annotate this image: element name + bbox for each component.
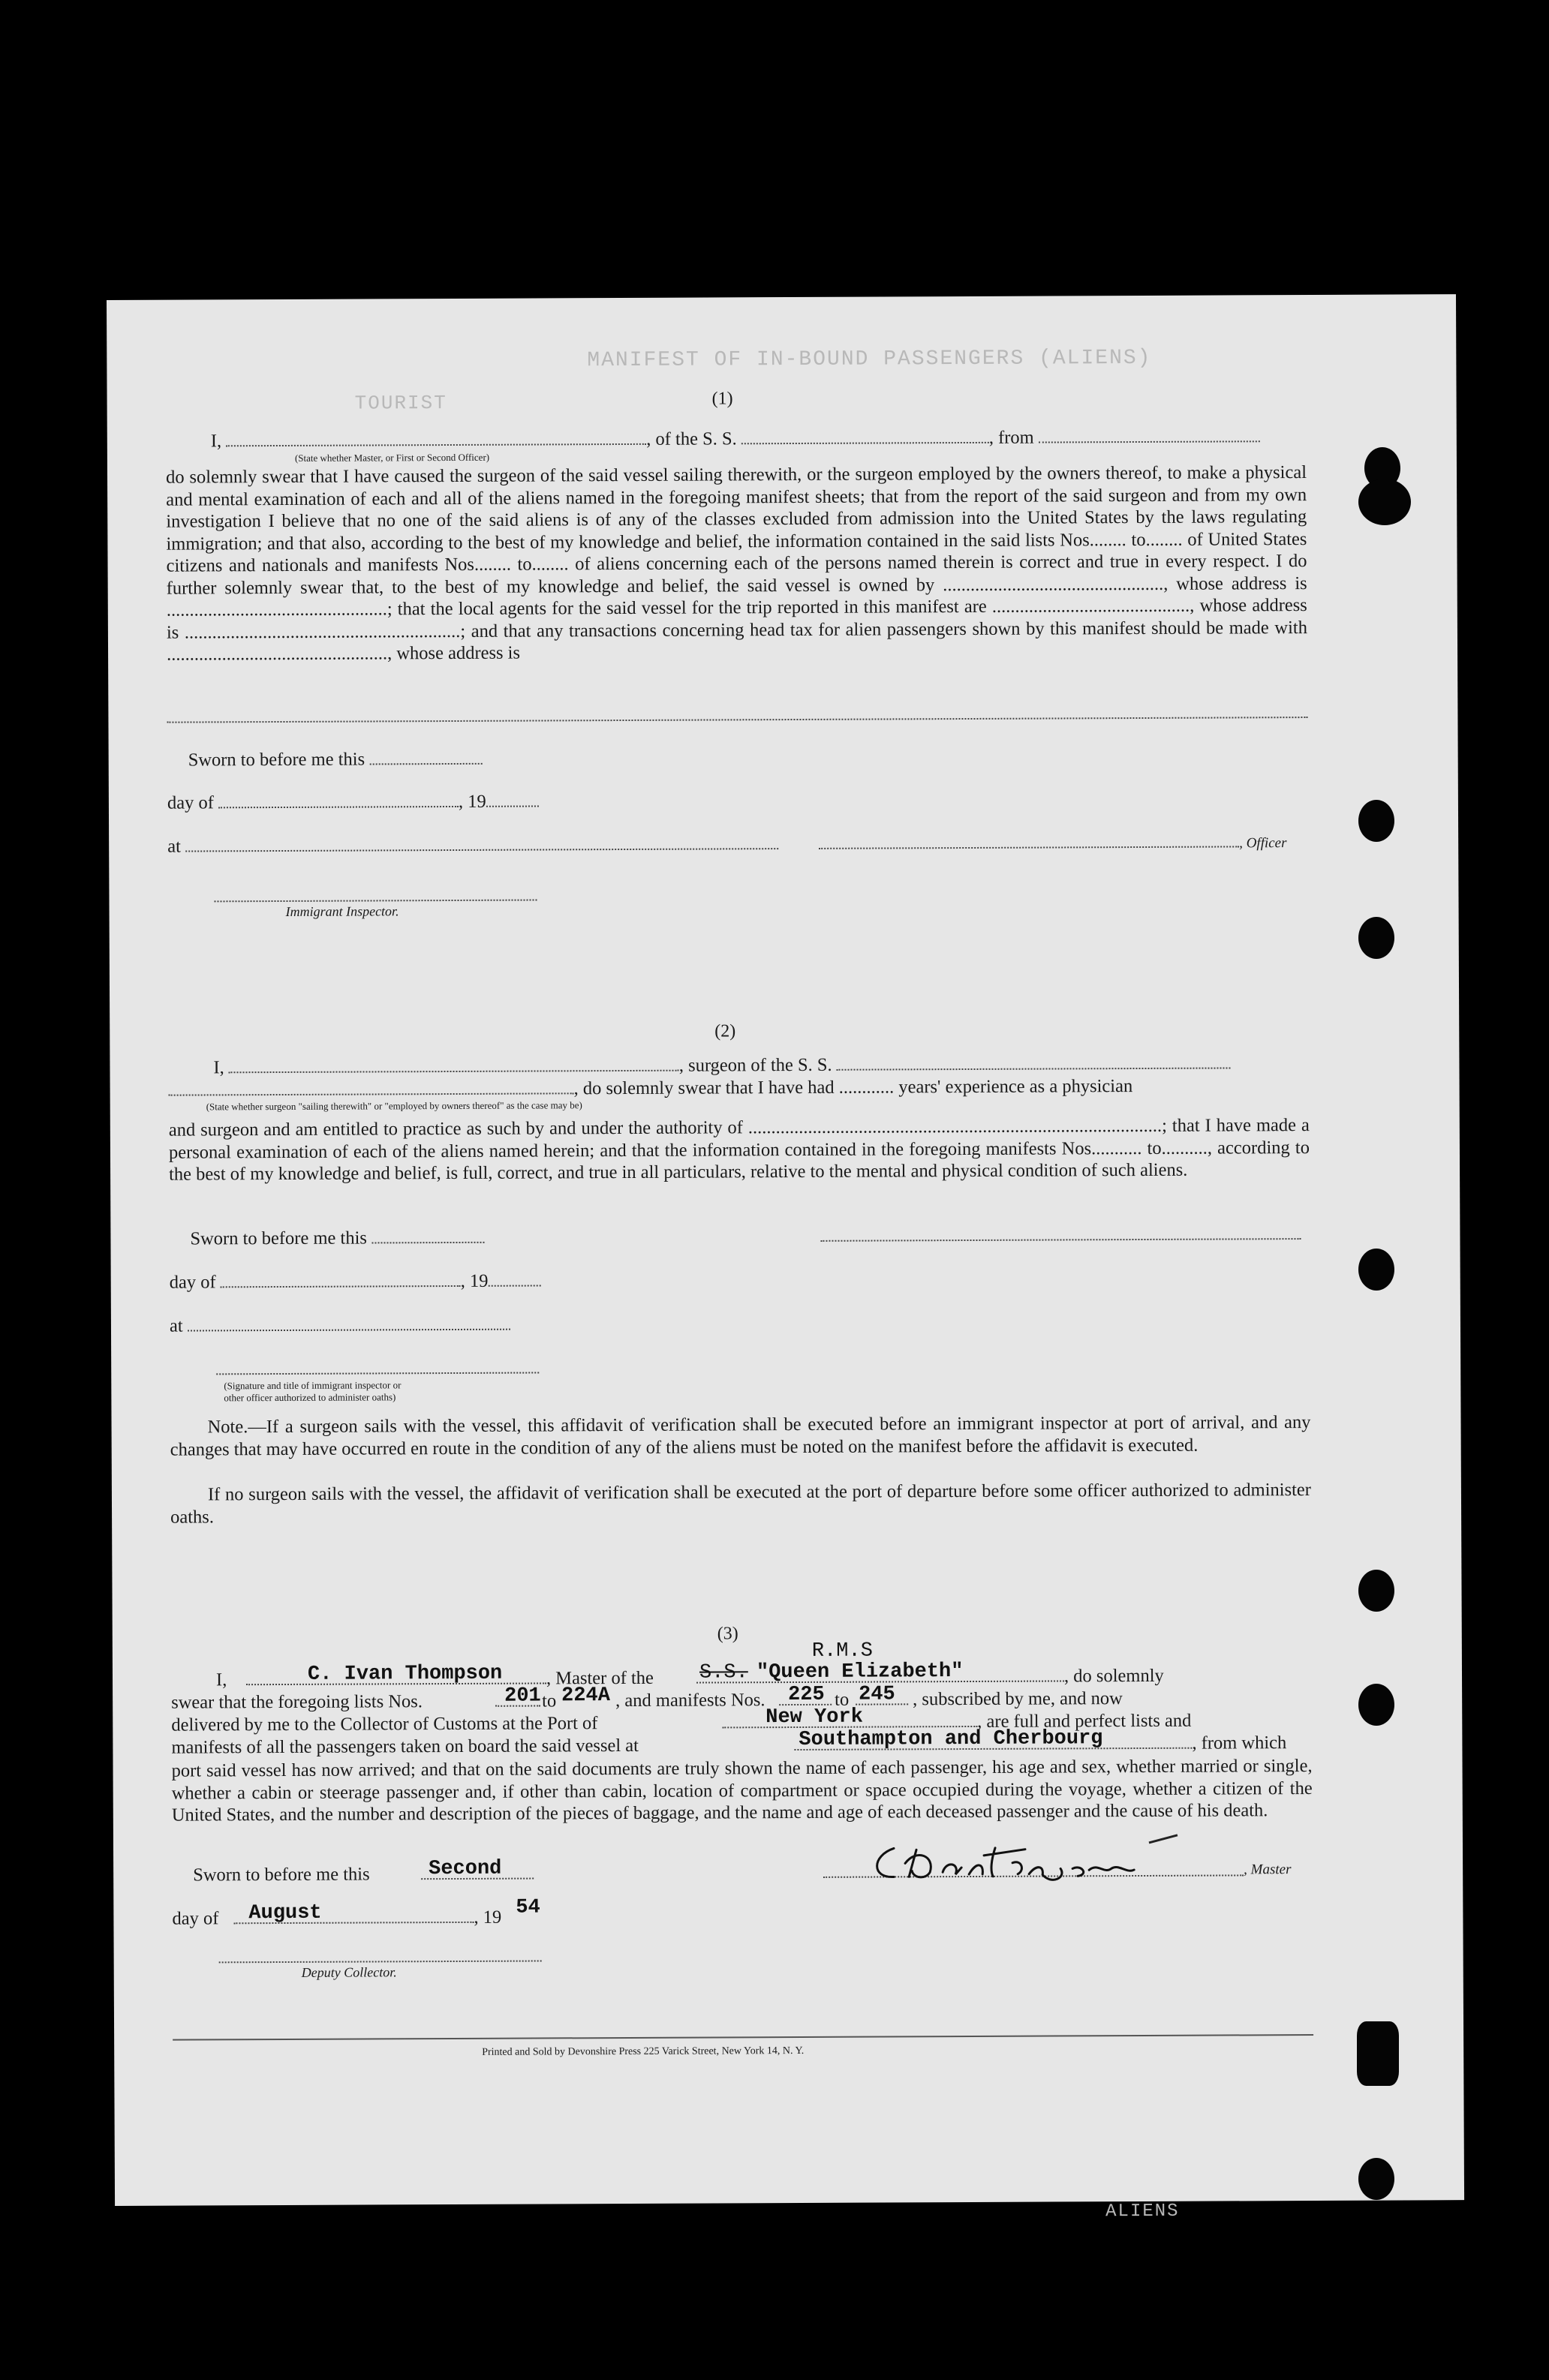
section-2-line-2 <box>169 1076 1133 1101</box>
binder-hole <box>1358 800 1394 842</box>
section-3-sworn-label: Sworn to before me this <box>193 1864 370 1886</box>
section-1-number: (1) <box>711 389 733 409</box>
to-label-1: to <box>542 1690 557 1711</box>
label-i: I, <box>210 431 222 452</box>
section-1-blank-line <box>167 702 1307 729</box>
vessel-name: "Queen Elizabeth" <box>756 1660 964 1684</box>
show-through-text: MANIFEST OF IN-BOUND PASSENGERS (ALIENS) <box>587 346 1152 373</box>
master-name: C. Ivan Thompson <box>307 1662 503 1686</box>
label-from: , from <box>988 427 1034 448</box>
to-label-2: to <box>835 1689 850 1710</box>
section-2-note-1: Note.—If a surgeon sails with the vessel, this affidavit of verification shall be executed before an immigrant inspector at port of arrival, and any changes that may have occurred en route in the condition of any of the aliens must be noted on the manifest before the affidavit is executed. <box>170 1412 1311 1460</box>
label-surgeon: , surgeon of the S. S. <box>678 1054 832 1076</box>
section-2-at-row <box>170 1315 510 1337</box>
footer-rule <box>173 2034 1313 2041</box>
lists-from: 201 <box>504 1684 541 1708</box>
lists-to: 224A <box>561 1684 611 1708</box>
label-i-3: I, <box>215 1669 227 1690</box>
show-through-text: ALIENS <box>1105 2201 1180 2222</box>
section-2-line-1 <box>213 1053 1230 1078</box>
section-2-day-row <box>170 1270 541 1293</box>
section-3-line-1 <box>216 1669 227 1690</box>
section-2-sworn-row <box>190 1228 484 1250</box>
day-of-label: day of <box>167 792 214 813</box>
binder-hole <box>1358 1684 1394 1726</box>
section-2-paragraph: and surgeon and am entitled to practice as such by and under the authority of ..........................................................................................; that I have made a personal examination of each of the aliens named herein; and that the information contained in the foregoing manifests Nos........... to.........., according to the best of my knowledge and belief, is full, correct, and true in all particulars, relative to the mental and physical condition of such aliens. <box>168 1115 1310 1185</box>
section-3-paragraph: port said vessel has now arrived; and that on the said documents are truly shown the name of each passenger, his age and sex, whether married or single, whether a cabin or steerage passenger and, if other than cabin, location of compartment or space occupied during the voyage, whether a citizen of the United States, and the number and description of the pieces of baggage, and the name and age of each deceased passenger and the cause of his death. <box>171 1756 1313 1826</box>
officer-field <box>226 430 646 446</box>
port-of-delivery: New York <box>765 1705 863 1729</box>
printer-credit: Printed and Sold by Devonshire Press 225 Varick Street, New York 14, N. Y. <box>482 2045 805 2058</box>
vessel-field <box>741 428 989 444</box>
section-1-day-row <box>167 791 539 813</box>
manifests-to: 245 <box>859 1683 895 1706</box>
lists-label: swear that the foregoing lists Nos. <box>171 1691 423 1713</box>
from-which-label: , from which <box>1192 1732 1287 1753</box>
binder-hole <box>1358 2158 1394 2200</box>
master-signature <box>864 1832 1179 1894</box>
year-prefix: , 19 <box>474 1907 502 1928</box>
section-1-sworn-row <box>188 749 483 771</box>
year-suffix: 54 <box>516 1896 540 1919</box>
vessel-prefix-typed: R.M.S <box>811 1639 873 1663</box>
section-2-sig-line <box>216 1357 539 1380</box>
section-3-number: (3) <box>717 1624 738 1644</box>
year-label: , 19 <box>458 791 486 812</box>
master-of-label: , Master of the <box>546 1667 654 1689</box>
sig-note-2: other officer authorized to administer oaths) <box>224 1391 396 1404</box>
sworn-month: August <box>248 1901 322 1925</box>
section-2-number: (2) <box>714 1021 736 1041</box>
ports-of-embarkation: Southampton and Cherbourg <box>799 1727 1103 1751</box>
from-field <box>1039 427 1260 443</box>
struck-ss: S.S. <box>699 1661 748 1684</box>
taken-on-board-label: manifests of all the passengers taken on board the said vessel at <box>171 1735 639 1758</box>
day-of-label-2: day of <box>169 1272 216 1293</box>
surgeon-note: (State whether surgeon "sailing therewith" or "employed by owners thereof" as the case may be) <box>206 1099 582 1113</box>
label-i-2: I, <box>213 1057 224 1078</box>
binder-hole <box>1358 917 1394 959</box>
master-label: , Master <box>1244 1862 1292 1878</box>
binder-hole <box>1358 479 1411 525</box>
section-1-line-1 <box>211 426 1260 452</box>
immigrant-inspector-label: Immigrant Inspector. <box>285 903 399 919</box>
label-vessel: , of the S. S. <box>646 428 737 449</box>
solemnly-label: , do solemnly <box>1063 1665 1164 1687</box>
binder-hole <box>1357 2021 1399 2086</box>
section-3-day-of-label: day of <box>172 1908 219 1929</box>
full-perfect-label: , are full and perfect lists and <box>977 1710 1192 1732</box>
section-1-at-row <box>167 834 778 858</box>
sworn-label-2: Sworn to before me this <box>190 1228 367 1249</box>
section-1-officer-row <box>819 831 1286 855</box>
manifest-page <box>107 294 1464 2222</box>
binder-hole <box>1358 1570 1394 1612</box>
show-through-text: TOURIST <box>354 392 447 415</box>
officer-note: (State whether Master, or First or Second Officer) <box>294 451 490 464</box>
deputy-collector-label: Deputy Collector. <box>301 1964 397 1980</box>
sig-note-1: (Signature and title of immigrant inspector or <box>224 1379 402 1392</box>
years-experience-text: , do solemnly swear that I have had ............ years' experience as a physician <box>573 1076 1133 1099</box>
sworn-day: Second <box>429 1857 502 1881</box>
subscribed-label: , subscribed by me, and now <box>913 1688 1123 1710</box>
delivered-label: delivered by me to the Collector of Customs at the Port of <box>171 1713 598 1735</box>
section-2-note-2: If no surgeon sails with the vessel, the affidavit of verification shall be executed at the port of departure before some officer authorized to administer oaths. <box>170 1480 1311 1528</box>
manifests-from: 225 <box>788 1683 825 1707</box>
year-label-2: , 19 <box>460 1270 489 1291</box>
at-label-2: at <box>169 1315 183 1336</box>
at-label: at <box>167 836 181 857</box>
binder-hole <box>1358 1249 1394 1291</box>
section-1-paragraph: do solemnly swear that I have caused the surgeon of the said vessel sailing therewith, or the surgeon employed by the owners thereof, to make a physical and mental examination of each and all of the aliens named in the foregoing manifest sheets; that from the report of the said surgeon and from my own investigation I believe that no one of the said aliens is of any of the classes excluded from admission into the United States by the laws regulating immigration; and that also, according to the best of my knowledge and belief, the information contained in the said lists Nos........ to........ of United States citizens and nationals and manifests Nos........ to........ of aliens concerning each of the persons named therein is correct and true in every respect. I do further solemnly swear that, to the best of my knowledge and belief, the said vessel is owned by ................................................, whose address is ................................................; that the local agents for the said vessel for the trip reported in this manifest are ..........................................., whose address is ............................................................; and that any transactions concerning head tax for alien passengers shown by this manifest should be made with ................................................, whose address is <box>165 462 1307 665</box>
sworn-label: Sworn to before me this <box>188 749 365 771</box>
section-2-signature-line <box>820 1224 1301 1247</box>
officer-label: , Officer <box>1239 835 1287 852</box>
manifests-label: , and manifests Nos. <box>615 1690 765 1711</box>
